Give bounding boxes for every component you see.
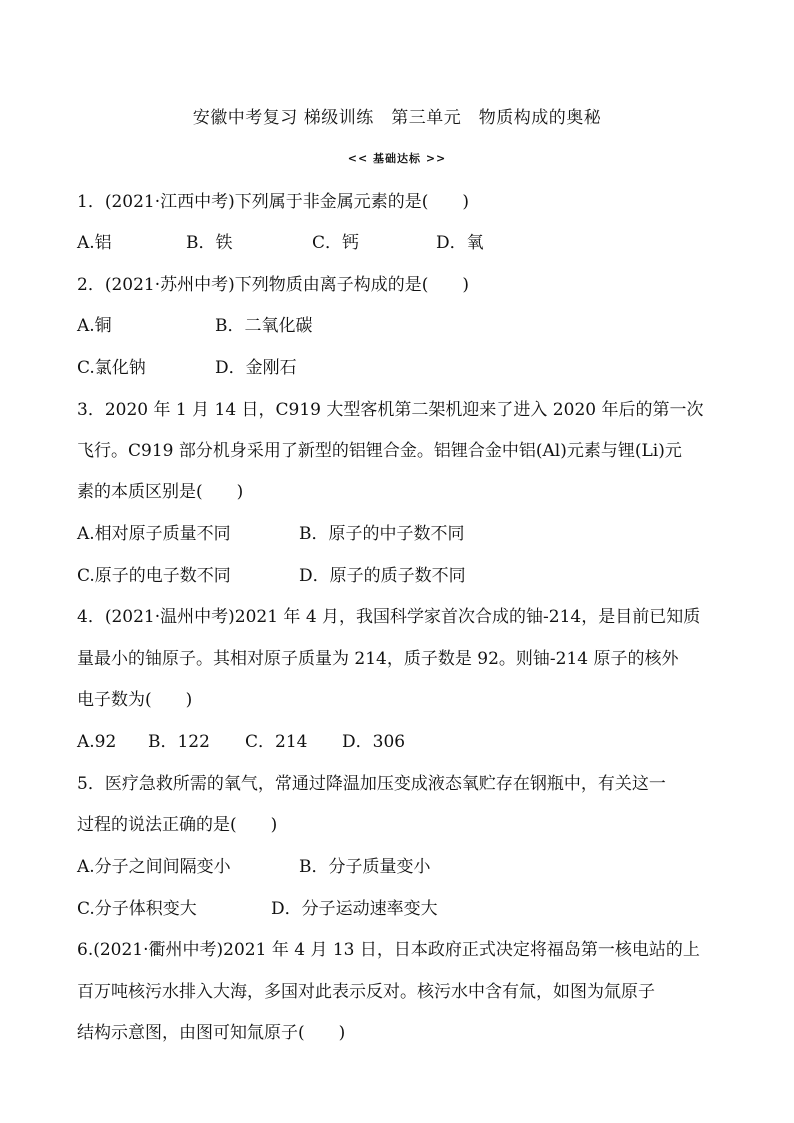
question-3-option-a: A.相对原子质量不同 — [77, 524, 231, 544]
question-2-option-a: A.铜 — [77, 316, 112, 336]
question-1-stem: 1．(2021·江西中考)下列属于非金属元素的是( ) — [77, 192, 470, 212]
question-4-option-d: D．306 — [342, 732, 406, 752]
question-5-option-a: A.分子之间间隔变小 — [77, 857, 231, 877]
question-4-option-c: C．214 — [245, 732, 308, 752]
question-4-option-a: A.92 — [77, 732, 117, 752]
question-1-option-b: B．铁 — [186, 233, 233, 253]
question-3-option-d: D．原子的质子数不同 — [299, 566, 466, 586]
question-3-stem-line-2: 飞行。C919 部分机身采用了新型的铝锂合金。铝锂合金中铝(Al)元素与锂(Li)元 — [77, 441, 682, 461]
question-3-option-c: C.原子的电子数不同 — [77, 566, 231, 586]
question-6-stem-line-3: 结构示意图，由图可知氚原子( ) — [77, 1023, 346, 1043]
question-6-stem-line-1: 6.(2021·衢州中考)2021 年 4 月 13 日，日本政府正式决定将福岛第一核电站的上 — [77, 940, 700, 960]
question-2-option-b: B．二氧化碳 — [215, 316, 313, 336]
question-1-option-d: D．氧 — [436, 233, 484, 253]
question-4-stem-line-3: 电子数为( ) — [77, 690, 193, 710]
question-1-option-c: C．钙 — [312, 233, 360, 253]
question-5-stem-line-1: 5．医疗急救所需的氧气，常通过降温加压变成液态氧贮存在钢瓶中，有关这一 — [77, 774, 666, 794]
question-4-option-b: B．122 — [148, 732, 210, 752]
question-5-option-c: C.分子体积变大 — [77, 899, 197, 919]
question-4-stem-line-1: 4．(2021·温州中考)2021 年 4 月，我国科学家首次合成的铀-214，是目前已知质 — [77, 607, 701, 627]
question-2-option-d: D．金刚石 — [215, 358, 297, 378]
question-2-option-c: C.氯化钠 — [77, 358, 146, 378]
question-1-option-a: A.铝 — [77, 233, 112, 253]
question-6-stem-line-2: 百万吨核污水排入大海，多国对此表示反对。核污水中含有氚，如图为氚原子 — [77, 982, 655, 1002]
question-3-stem-line-1: 3．2020 年 1 月 14 日，C919 大型客机第二架机迎来了进入 2020 年后的第一次 — [77, 400, 704, 420]
question-5-option-d: D．分子运动速率变大 — [271, 899, 438, 919]
question-5-option-b: B．分子质量变小 — [299, 857, 431, 877]
question-4-stem-line-2: 量最小的铀原子。其相对原子质量为 214，质子数是 92。则铀-214 原子的核外 — [77, 649, 679, 669]
question-5-stem-line-2: 过程的说法正确的是( ) — [77, 815, 278, 835]
page-title: 安徽中考复习 梯级训练 第三单元 物质构成的奥秘 — [192, 108, 602, 128]
question-2-stem: 2．(2021·苏州中考)下列物质由离子构成的是( ) — [77, 275, 470, 295]
section-heading: << 基础达标 >> — [347, 152, 447, 165]
question-3-option-b: B．原子的中子数不同 — [299, 524, 465, 544]
question-3-stem-line-3: 素的本质区别是( ) — [77, 482, 244, 502]
